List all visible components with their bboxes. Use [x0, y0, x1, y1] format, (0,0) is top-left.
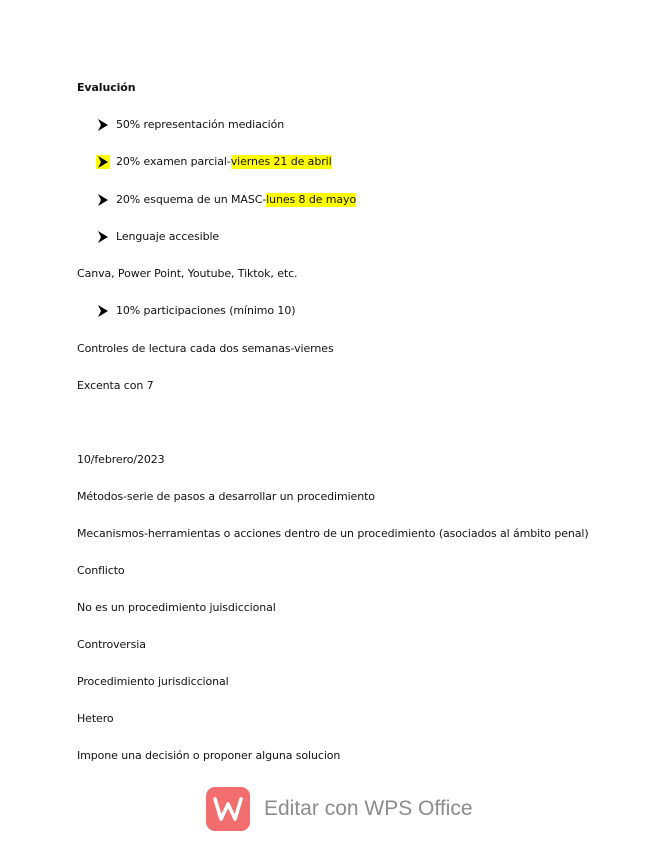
note-line: Hetero: [77, 712, 114, 725]
date-line: 10/febrero/2023: [77, 453, 165, 466]
bullet-text: 20% esquema de un MASC-: [116, 193, 267, 206]
section-heading: Evalución: [77, 81, 136, 94]
bullet-text: 20% examen parcial-: [116, 155, 231, 168]
bullet-item: [96, 304, 295, 318]
bullet-item: [96, 118, 284, 132]
note-line: No es un procedimiento juisdiccional: [77, 601, 276, 614]
bullet-text: 10% participaciones (mínimo 10): [116, 304, 296, 317]
bullet-text: 50% representación mediación: [116, 118, 285, 131]
bullet-item: [96, 193, 356, 207]
note-line: Métodos-serie de pasos a desarrollar un procedimiento: [77, 490, 375, 503]
tools-line: Canva, Power Point, Youtube, Tiktok, etc.: [77, 267, 298, 280]
note-line: Mecanismos-herramientas o acciones dentro de un procedimiento (asociados al ámbito penal): [77, 527, 589, 540]
wps-edit-banner[interactable]: [206, 786, 473, 832]
wps-logo-icon: [206, 787, 250, 831]
bullet-item: [96, 155, 332, 169]
note-line: Procedimiento jurisdiccional: [77, 675, 229, 688]
wps-edit-label[interactable]: Editar con WPS Office: [264, 797, 473, 820]
arrowhead-icon: [96, 155, 110, 169]
arrowhead-icon: [96, 304, 110, 318]
highlighted-date: lunes 8 de mayo: [266, 193, 357, 206]
bullet-item: [96, 230, 219, 244]
arrowhead-icon: [96, 118, 110, 132]
arrowhead-icon: [96, 230, 110, 244]
bullet-text: Lenguaje accesible: [116, 230, 220, 243]
arrowhead-icon: [96, 193, 110, 207]
highlighted-date: viernes 21 de abril: [230, 155, 332, 168]
note-line: Impone una decisión o proponer alguna solucion: [77, 749, 341, 762]
note-line: Conflicto: [77, 564, 125, 577]
note-line: Controversia: [77, 638, 146, 651]
exempt-line: Excenta con 7: [77, 379, 154, 392]
controls-line: Controles de lectura cada dos semanas-viernes: [77, 342, 334, 355]
